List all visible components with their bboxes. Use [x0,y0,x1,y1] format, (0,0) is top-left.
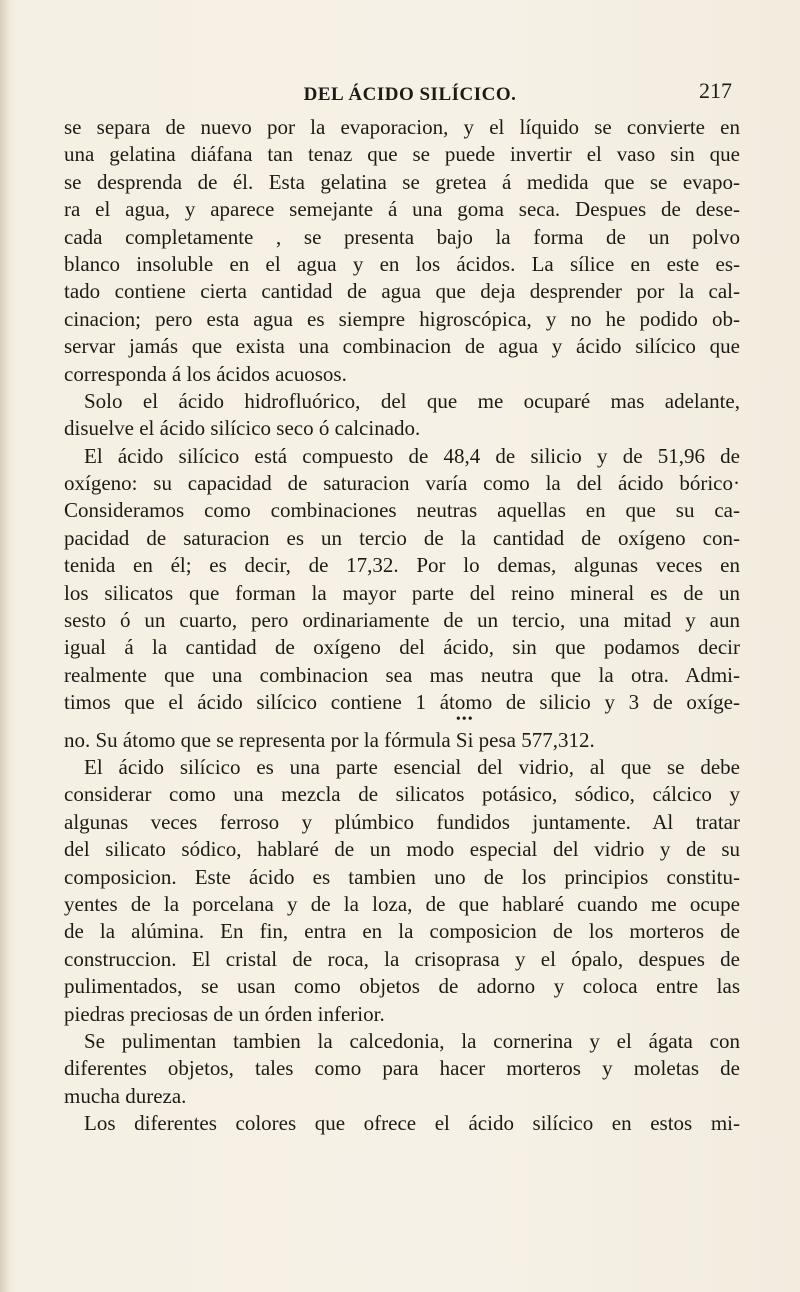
formula-gap [64,717,740,727]
text-line: piedras preciosas de un órden inferior. [64,1001,385,1026]
text-line: algunas veces ferroso y plúmbico fundidos juntamente. Al tratar [64,809,740,834]
text-line: ra el agua, y aparece semejante á una goma seca. Despues de dese- [64,197,740,222]
text-line: composicion. Este ácido es tambien uno de los principios constitu- [64,864,740,889]
text-line: disuelve el ácido silícico seco ó calcinado. [64,416,421,441]
text-line: oxígeno: su capacidad de saturacion varía como la del ácido bórico· [64,471,740,496]
formula-text-before: no. Su átomo que se representa por la fórmula [64,727,456,752]
text-line: igual á la cantidad de oxígeno del ácido, sin que podamos decir [64,635,740,660]
silicic-acid-formula [455,711,474,754]
text-line: cada completamente , se presenta bajo la forma de un polvo [64,224,740,249]
text-line: pacidad de saturacion es un tercio de la cantidad de oxígeno con- [64,525,740,550]
text-line: yentes de la porcelana y de la loza, de que hablaré cuando me ocupe [64,891,740,916]
text-line: mucha dureza. [64,1083,187,1108]
page-number: 217 [699,78,732,103]
text-line: considerar como una mezcla de silicatos potásico, sódico, cálcico y [64,782,740,807]
text-line: Solo el ácido hidrofluórico, del que me ocuparé mas adelante, [84,388,740,413]
text-line: los silicatos que forman la mayor parte del reino mineral es de un [64,580,740,605]
text-line: Consideramos como combinaciones neutras aquellas en que su ca- [64,498,740,523]
text-line: Los diferentes colores que ofrece el ácido silícico en estos mi- [84,1111,740,1136]
formula-text-after: pesa 577,312. [473,727,595,752]
text-line: El ácido silícico es una parte esencial del vidrio, al que se debe [84,754,740,779]
text-line: pulimentados, se usan como objetos de adorno y coloca entre las [64,974,740,999]
body-text [64,114,740,1137]
text-line: tenida en él; es decir, de 17,32. Por lo demas, algunas veces en [64,553,740,578]
page-header [60,78,760,110]
text-line: realmente que una combinacion sea mas neutra que la otra. Admi- [64,662,740,687]
text-line: se desprenda de él. Esta gelatina se gretea á medida que se evapo- [64,169,740,194]
text-line: servar jamás que exista una combinacion de agua y ácido silícico que [64,334,740,359]
text-line: timos que el ácido silícico contiene 1 átomo de silicio y 3 de oxíge- [64,690,740,715]
text-line: sesto ó un cuarto, pero ordinariamente de un tercio, una mitad y aun [64,608,740,633]
text-line: tado contiene cierta cantidad de agua que deja desprender por la cal- [64,279,740,304]
text-line: diferentes objetos, tales como para hacer morteros y moletas de [64,1056,740,1081]
formula-symbol: Si [455,727,474,752]
page-binding-shadow [0,0,10,1292]
text-line: del silicato sódico, hablaré de un modo especial del vidrio y de su [64,837,740,862]
text-line: Se pulimentan tambien la calcedonia, la cornerina y el ágata con [84,1028,740,1053]
text-line: cinacion; pero esta agua es siempre higroscópica, y no he podido ob- [64,306,740,331]
text-line: corresponda á los ácidos acuosos. [64,361,347,386]
text-line: una gelatina diáfana tan tenaz que se puede invertir el vaso sin que [64,142,740,167]
text-line: El ácido silícico está compuesto de 48,4 de silicio y de 51,96 de [84,443,740,468]
text-line: construccion. El cristal de roca, la crisoprasa y el ópalo, despues de [64,946,740,971]
text-line: se separa de nuevo por la evaporacion, y el líquido se convierte en [64,115,740,139]
formula-line [64,711,740,754]
running-head: DEL ÁCIDO SILÍCICO. [303,84,517,105]
text-line: de la alúmina. En fin, entra en la composicion de los morteros de [64,919,740,944]
oxygen-atom-dots: ••• [455,711,474,727]
text-line: blanco insoluble en el agua y en los ácidos. La sílice en este es- [64,251,740,276]
